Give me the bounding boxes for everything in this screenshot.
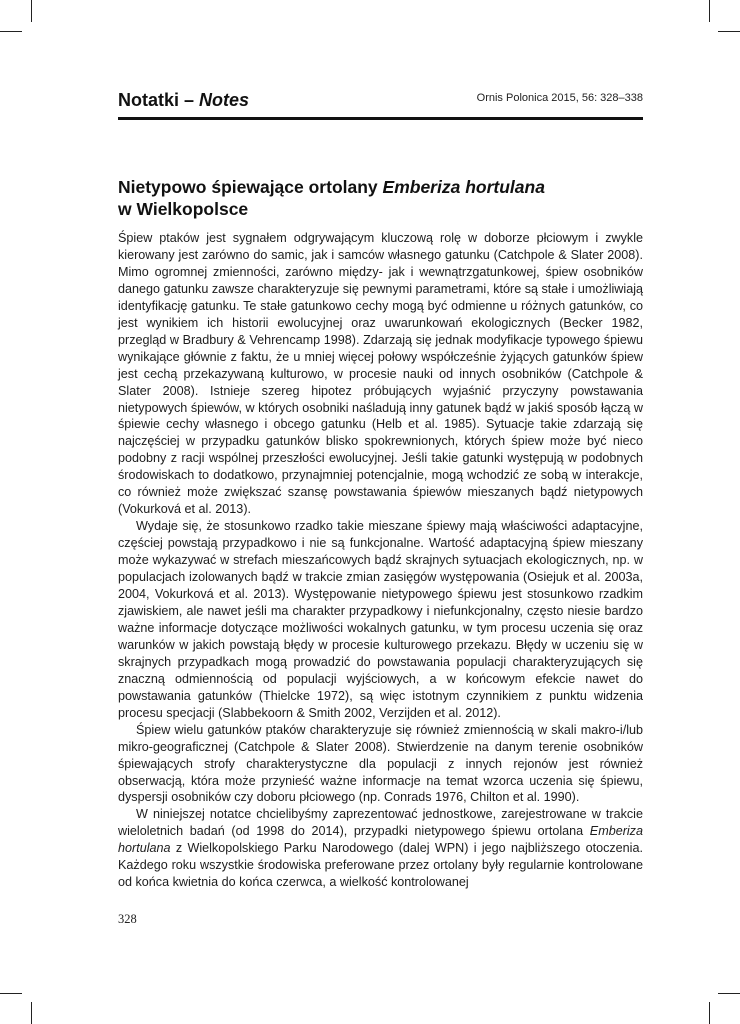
- paragraph-4-species: Emberiza hortulana: [118, 824, 643, 856]
- title-species: Emberiza hortulana: [382, 177, 545, 197]
- crop-mark-bottom-left: [31, 1002, 32, 1024]
- page-number: 328: [118, 912, 137, 926]
- crop-mark-top-left: [31, 0, 32, 22]
- paragraph-2: Wydaje się, że stosunkowo rzadko takie mieszane śpiewy mają właściwości adaptacyjne, częściej powstają przypadkowo i nie są funkcjonalne. Wartość adaptacyjną śpiew mieszany może wykazywać w strefach mieszańcowych bądź skrajnych sytuacjach ekologicznych, np. w populacjach izolowanych bądź w trakcie zmian zasięgów występowania (Osiejuk et al. 2003a, 2004, Vokurková et al. 2013). Występowanie nietypowego śpiewu jest stosunkowo rzadkim zjawiskiem, ale nawet jeśli ma charakter przypadkowy i niefunkcjonalny, często niesie bardzo ważne informacje dotyczące możliwości wokalnych gatunku, w tym procesu uczenia się oraz warunków w jakich powstają błędy w procesie kulturowego przekazu. Błędy w uczeniu się w skrajnych przypadkach mogą prowadzić do powstawania populacji charakteryzujących się znaczną odmiennością od populacji wyjściowych, a w końcowym efekcie nawet do powstawania gatunków (Thielcke 1972), są więc istotnym czynnikiem z punktu widzenia procesu specjacji (Slabbekoorn & Smith 2002, Verzijden et al. 2012).: [118, 519, 643, 720]
- crop-mark-bottom-right: [709, 1002, 710, 1024]
- header-rule: [118, 117, 643, 120]
- article-title: [118, 176, 643, 220]
- running-header: [118, 88, 643, 116]
- journal-reference: Ornis Polonica 2015, 56: 328–338: [476, 92, 643, 104]
- section-label-italic: Notes: [199, 90, 250, 110]
- paragraph-4-start: W niniejszej notatce chcielibyśmy zaprezentować jednostkowe, zarejestrowane w trakcie wieloletnich badań (od 1998 do 2014), przypadki nietypowego śpiewu ortolana: [118, 807, 643, 839]
- crop-mark-bottom-left-h: [0, 993, 22, 994]
- title-line1-start: Nietypowo śpiewające ortolany: [118, 177, 383, 197]
- crop-mark-top-right-h: [718, 31, 740, 32]
- paragraph-3: Śpiew wielu gatunków ptaków charakteryzuje się również zmiennością w skali makro-i/lub mikro-geograficznej (Catchpole & Slater 2008). Stwierdzenie na danym terenie osobników śpiewających strofy charakterystyczne dla populacji z innych rejonów jest również obserwacją, która może przynieść ważne informacje na temat wzorca uczenia się śpiewu, dyspersji osobników czy doboru płciowego (np. Conrads 1976, Chilton et al. 1990).: [118, 722, 643, 805]
- section-label: [118, 90, 249, 111]
- article-body: [118, 230, 643, 891]
- section-label-main: Notatki –: [118, 90, 200, 110]
- paragraph-4-end: z Wielkopolskiego Parku Narodowego (dalej WPN) i jego najbliższego otoczenia. Każdego roku wszystkie środowiska preferowane przez ortolany były regularnie kontrolowane od końca kwietnia do końca czerwca, a wielkość kontrolowanej: [118, 841, 643, 890]
- crop-mark-bottom-right-h: [718, 993, 740, 994]
- title-line2: w Wielkopolsce: [118, 199, 249, 219]
- crop-mark-top-left-h: [0, 31, 22, 32]
- paragraph-1: Śpiew ptaków jest sygnałem odgrywającym kluczową rolę w doborze płciowym i zwykle kierowany jest zarówno do samic, jak i samców własnego gatunku (Catchpole & Slater 2008). Mimo ogromnej zmienności, zarówno między- jak i wewnątrzgatunkowej, śpiew osobników danego gatunku zawsze charakteryzuje się pewnymi parametrami, które są stałe i umożliwiają identyfikację gatunku. Te stałe gatunkowo cechy mogą być odmienne u różnych gatunków, co jest wynikiem ich historii ewolucyjnej oraz uwarunkowań ekologicznych (Becker 1982, przegląd w Bradbury & Vehrencamp 1998). Zdarzają się jednak modyfikacje typowego śpiewu wynikające głównie z faktu, że u mniej więcej połowy współcześnie żyjących gatunków śpiew jest cechą przekazywaną kulturowo, w procesie nauki od innych osobników (Catchpole & Slater 2008). Istnieje szereg hipotez próbujących wyjaśnić przyczyny powstawania nietypowych śpiewów, w których osobniki naśladują inny gatunek bądź w jakiś sposób łączą w śpiewie cechy własnego i obcego gatunku (Helb et al. 1985). Sytuacje takie zdarzają się najczęściej w przypadku gatunków blisko spokrewnionych, których śpiew może być nieco podobny z racji wspólnej przeszłości ewolucyjnej. Jeśli takie gatunki występują w podobnych środowiskach to dodatkowo, przynajmniej potencjalnie, mogą wchodzić ze sobą w interakcje, co również może zwiększać szansę powstawania śpiewów mieszanych bądź nietypowych (Vokurková et al. 2013).: [118, 231, 643, 517]
- paragraph-4: [118, 806, 643, 891]
- crop-mark-top-right: [709, 0, 710, 22]
